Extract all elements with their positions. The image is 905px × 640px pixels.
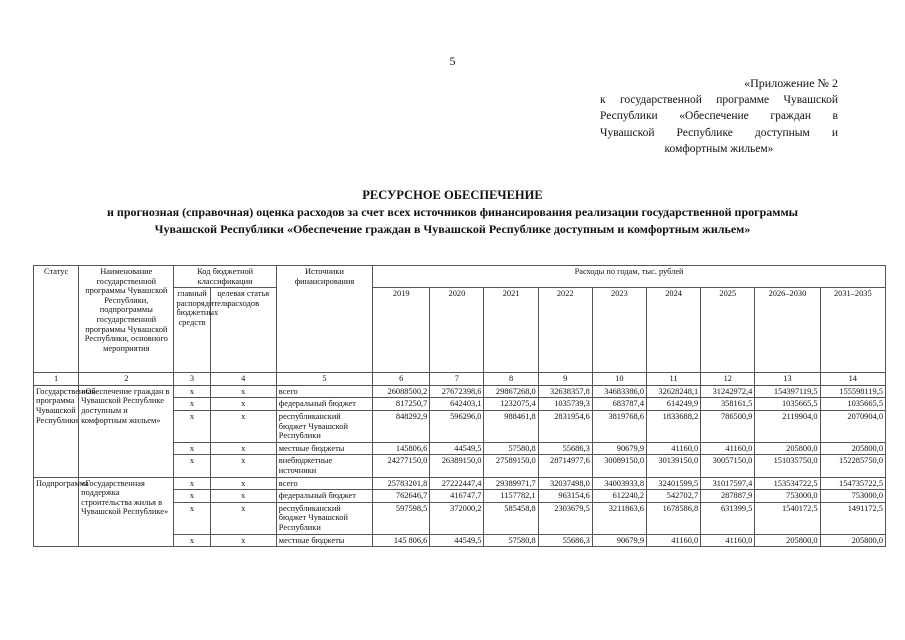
header-year: 2022 (538, 288, 592, 373)
row-value: 29867268,0 (484, 385, 538, 398)
document-subtitle: и прогнозная (справочная) оценка расходов за счет всех источников финансирования реализации государственной программы Чувашской Республики «Обеспечение граждан в Чувашской Республике доступным и комфортным жильем» (106, 205, 798, 236)
column-number: 4 (210, 373, 276, 386)
row-value: 3211863,6 (592, 502, 646, 534)
row-value: 145806,6 (373, 442, 430, 455)
document-heading (90, 187, 815, 237)
row-value: 2303679,5 (538, 502, 592, 534)
header-year: 2021 (484, 288, 538, 373)
row-target: x (210, 502, 276, 534)
row-value: 1232075,4 (484, 398, 538, 411)
table-row (34, 477, 886, 490)
row-grbs: x (174, 502, 210, 534)
row-value: 597598,5 (373, 502, 430, 534)
row-value: 30089150,0 (592, 455, 646, 477)
document-title: РЕСУРСНОЕ ОБЕСПЕЧЕНИЕ (362, 188, 543, 202)
row-value: 90679,9 (592, 534, 646, 547)
column-number-row (34, 373, 886, 386)
row-value: 41160,0 (701, 442, 755, 455)
column-number: 6 (373, 373, 430, 386)
row-value: 44549,5 (430, 534, 484, 547)
header-year: 2031–2035 (820, 288, 885, 373)
row-value: 1491172,5 (820, 502, 885, 534)
row-value: 41160,0 (647, 442, 701, 455)
row-value: 631399,5 (701, 502, 755, 534)
row-value: 2070904,0 (820, 410, 885, 442)
column-number: 3 (174, 373, 210, 386)
row-status: Государственная программа Чувашской Республики (34, 385, 79, 477)
row-target: x (210, 410, 276, 442)
column-number: 10 (592, 373, 646, 386)
row-value: 154397119,5 (755, 385, 820, 398)
header-year: 2024 (647, 288, 701, 373)
row-value: 753000,0 (820, 490, 885, 503)
column-number: 5 (276, 373, 372, 386)
column-number: 13 (755, 373, 820, 386)
header-target: целевая статья расходов (210, 288, 276, 373)
row-value: 24277150,0 (373, 455, 430, 477)
row-grbs: x (174, 398, 210, 411)
row-value: 3819768,6 (592, 410, 646, 442)
header-status: Статус (34, 266, 79, 373)
row-value: 32037498,0 (538, 477, 592, 490)
row-value: 817250,7 (373, 398, 430, 411)
row-value: 542702,7 (647, 490, 701, 503)
row-value: 30139150,0 (647, 455, 701, 477)
header-year: 2026–2030 (755, 288, 820, 373)
row-value: 372000,2 (430, 502, 484, 534)
row-target: x (210, 398, 276, 411)
row-value: 1035665,5 (820, 398, 885, 411)
row-target: x (210, 534, 276, 547)
row-value: 31017597,4 (701, 477, 755, 490)
row-value: 753000,0 (755, 490, 820, 503)
row-value: 28714977,6 (538, 455, 592, 477)
row-value: 29389971,7 (484, 477, 538, 490)
row-value: 287887,9 (701, 490, 755, 503)
row-source: республиканский бюджет Чувашской Республики (276, 410, 372, 442)
row-value: 32628248,1 (647, 385, 701, 398)
row-value: 152285750,0 (820, 455, 885, 477)
header-budget-code: Код бюджетной классификации (174, 266, 276, 288)
row-value: 25783201,8 (373, 477, 430, 490)
header-name: Наименование государственной программы Чувашской Республики, подпрограммы государственной программы Чувашской Республики, основного мероприятия (79, 266, 174, 373)
row-value: 1157782,1 (484, 490, 538, 503)
table-body (34, 385, 886, 546)
row-value: 41160,0 (701, 534, 755, 547)
column-number: 1 (34, 373, 79, 386)
row-value: 205800,0 (755, 534, 820, 547)
resource-table (33, 265, 886, 547)
row-grbs: x (174, 455, 210, 477)
row-value: 596296,0 (430, 410, 484, 442)
column-number: 9 (538, 373, 592, 386)
column-number: 7 (430, 373, 484, 386)
row-source: местные бюджеты (276, 442, 372, 455)
row-value: 34003933,8 (592, 477, 646, 490)
row-source: республиканский бюджет Чувашской Республики (276, 502, 372, 534)
column-number: 14 (820, 373, 885, 386)
row-value: 683787,4 (592, 398, 646, 411)
row-value: 27672398,6 (430, 385, 484, 398)
column-number: 8 (484, 373, 538, 386)
row-value: 2119904,0 (755, 410, 820, 442)
table-row (34, 385, 886, 398)
row-value: 1035739,3 (538, 398, 592, 411)
row-value: 848292,9 (373, 410, 430, 442)
row-target: x (210, 455, 276, 477)
row-value: 31242972,4 (701, 385, 755, 398)
page-number: 5 (449, 54, 456, 68)
row-status: Подпрограмма (34, 477, 79, 547)
row-value: 963154,6 (538, 490, 592, 503)
row-value: 614249,9 (647, 398, 701, 411)
column-number: 11 (647, 373, 701, 386)
appendix-body: к государственной программе Чувашской Республики «Обеспечение граждан в Чувашской Республике доступным и комфортным жильем» (600, 93, 838, 155)
row-value: 988461,8 (484, 410, 538, 442)
row-value: 2831954,6 (538, 410, 592, 442)
row-value: 30057150,0 (701, 455, 755, 477)
row-grbs: x (174, 477, 210, 490)
row-value: 205800,0 (755, 442, 820, 455)
row-value: 1540172,5 (755, 502, 820, 534)
row-value: 57580,8 (484, 442, 538, 455)
row-value: 55686,3 (538, 442, 592, 455)
row-value: 786500,9 (701, 410, 755, 442)
row-value: 1678586,8 (647, 502, 701, 534)
row-value: 32638357,8 (538, 385, 592, 398)
column-number: 12 (701, 373, 755, 386)
row-source: федеральный бюджет (276, 398, 372, 411)
row-value: 416747,7 (430, 490, 484, 503)
row-source: всего (276, 477, 372, 490)
appendix-block (600, 75, 838, 158)
row-target: x (210, 385, 276, 398)
row-value: 57580,8 (484, 534, 538, 547)
row-value: 41160,0 (647, 534, 701, 547)
row-value: 32401599,5 (647, 477, 701, 490)
row-value: 145 806,6 (373, 534, 430, 547)
row-value: 90679,9 (592, 442, 646, 455)
header-expenses: Расходы по годам, тыс. рублей (373, 266, 886, 288)
row-source: всего (276, 385, 372, 398)
appendix-title: «Приложение № 2 (744, 76, 838, 90)
row-grbs: x (174, 442, 210, 455)
row-grbs: x (174, 534, 210, 547)
column-number: 2 (79, 373, 174, 386)
table-header (34, 266, 886, 386)
row-target: x (210, 477, 276, 490)
row-value: 34683386,0 (592, 385, 646, 398)
row-value: 1035665,5 (755, 398, 820, 411)
header-year: 2025 (701, 288, 755, 373)
row-value: 151035750,0 (755, 455, 820, 477)
row-value: 205800,0 (820, 442, 885, 455)
row-value: 44549,5 (430, 442, 484, 455)
row-value: 55686,3 (538, 534, 592, 547)
row-value: 1833688,2 (647, 410, 701, 442)
row-source: внебюджетные источники (276, 455, 372, 477)
row-grbs: x (174, 410, 210, 442)
header-sources: Источники финансирования (276, 266, 372, 373)
row-value: 27222447,4 (430, 477, 484, 490)
row-value: 153534722,5 (755, 477, 820, 490)
row-value: 154735722,5 (820, 477, 885, 490)
row-grbs: x (174, 490, 210, 503)
row-name: «Обеспечение граждан в Чувашской Республике доступным и комфортным жильем» (79, 385, 174, 477)
row-grbs: x (174, 385, 210, 398)
row-target: x (210, 442, 276, 455)
row-value: 205800,0 (820, 534, 885, 547)
row-value: 26389150,0 (430, 455, 484, 477)
row-value: 358161,5 (701, 398, 755, 411)
row-value: 27589150,0 (484, 455, 538, 477)
header-year: 2019 (373, 288, 430, 373)
row-target: x (210, 490, 276, 503)
row-value: 26088500,2 (373, 385, 430, 398)
header-year: 2020 (430, 288, 484, 373)
row-source: федеральный бюджет (276, 490, 372, 503)
row-value: 612240,2 (592, 490, 646, 503)
row-value: 762646,7 (373, 490, 430, 503)
row-value: 585458,8 (484, 502, 538, 534)
row-value: 642403,1 (430, 398, 484, 411)
header-grbs: главный распорядитель бюджетных средств (174, 288, 210, 373)
row-name: «Государственная поддержка строительства жилья в Чувашской Республике» (79, 477, 174, 547)
header-year: 2023 (592, 288, 646, 373)
row-source: местные бюджеты (276, 534, 372, 547)
row-value: 155598119,5 (820, 385, 885, 398)
